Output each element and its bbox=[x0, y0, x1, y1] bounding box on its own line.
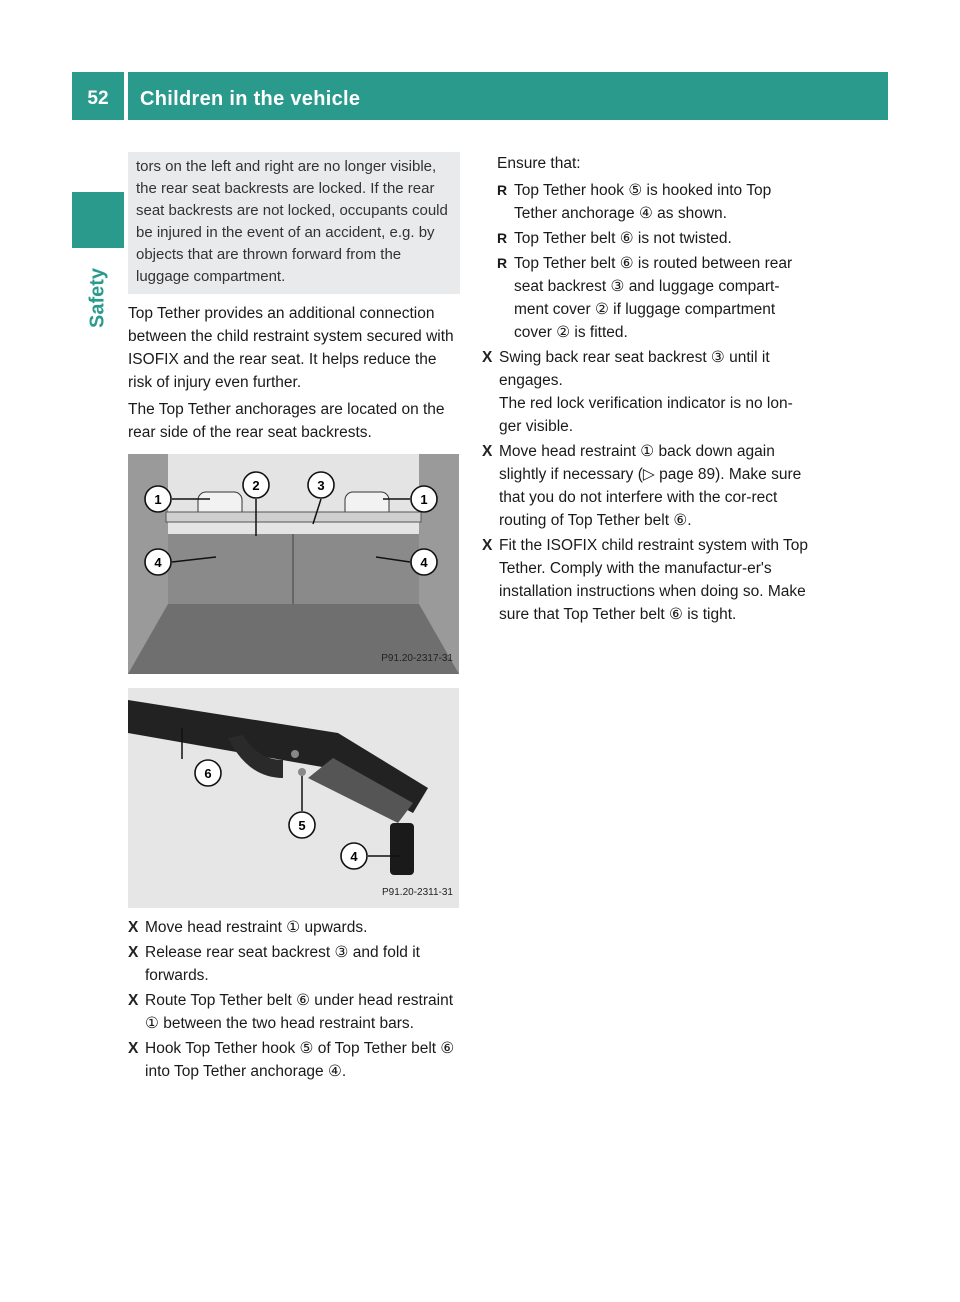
instruction-step: X Move head restraint ① upwards. bbox=[128, 916, 460, 939]
side-tab-marker bbox=[72, 192, 124, 248]
callout-label: 1 bbox=[420, 492, 428, 507]
paragraph: The Top Tether anchorages are located on the rear side of the rear seat backrests. bbox=[128, 401, 445, 441]
instruction-step: X Release rear seat backrest ③ and fold it forwards. bbox=[128, 941, 460, 987]
callout-label: 1 bbox=[154, 492, 162, 507]
callout-label: 4 bbox=[420, 555, 428, 570]
callout-layer bbox=[128, 688, 459, 908]
callout-label: 5 bbox=[298, 818, 306, 833]
figure-code: P91.20-2317-31 bbox=[381, 653, 453, 664]
intro-text: Ensure that: bbox=[497, 155, 581, 172]
right-column bbox=[482, 152, 812, 628]
left-column bbox=[128, 152, 460, 1085]
callout-label: 2 bbox=[252, 478, 260, 493]
check-bullet: R Top Tether hook ⑤ is hooked into Top Tether anchorage ④ as shown. bbox=[482, 179, 812, 225]
section-title: Children in the vehicle bbox=[140, 88, 361, 110]
figure-code: P91.20-2311-31 bbox=[382, 887, 453, 898]
callout-label: 4 bbox=[154, 555, 162, 570]
instruction-step: X Move head restraint ① back down again slightly if necessary (▷ page 89). Make sure that you do not interfere with the cor-rect routing of Top Tether belt ⑥. bbox=[482, 440, 812, 532]
page-number: 52 bbox=[87, 88, 109, 109]
step-result: The red lock verification indicator is no lon-ger visible. bbox=[499, 395, 793, 435]
callout-label: 6 bbox=[204, 766, 212, 781]
instruction-step: X Route Top Tether belt ⑥ under head restraint ① between the two head restraint bars. bbox=[128, 989, 460, 1035]
callout-label: 4 bbox=[350, 849, 358, 864]
instruction-step: X Hook Top Tether hook ⑤ of Top Tether belt ⑥ into Top Tether anchorage ④. bbox=[128, 1037, 460, 1083]
callout-label: 3 bbox=[317, 478, 325, 493]
luggage-compartment-figure bbox=[128, 454, 459, 674]
step-text: Swing back rear seat backrest ③ until it engages. bbox=[499, 349, 770, 389]
note-box: tors on the left and right are no longer visible, the rear seat backrests are locked. If the rear seat backrests are not locked, occupants could be injured in the event of an accident, e.g. by objects that are thrown forward from the luggage compartment. bbox=[128, 152, 460, 294]
check-bullet: R Top Tether belt ⑥ is not twisted. bbox=[482, 227, 812, 250]
callout-layer bbox=[128, 454, 459, 674]
top-tether-figure bbox=[128, 688, 459, 908]
instruction-step bbox=[482, 346, 812, 438]
instruction-step: X Fit the ISOFIX child restraint system with Top Tether. Comply with the manufactur-er's installation instructions when doing so. Make sure that Top Tether belt ⑥ is tight. bbox=[482, 534, 812, 626]
check-bullet: R Top Tether belt ⑥ is routed between rear seat backrest ③ and luggage compart-ment cover ② if luggage compartment cover ② is fitted. bbox=[482, 252, 812, 344]
side-label: Safety bbox=[86, 267, 109, 329]
paragraph: Top Tether provides an additional connection between the child restraint system secured with ISOFIX and the rear seat. It helps reduce the risk of injury even further. bbox=[128, 305, 454, 391]
